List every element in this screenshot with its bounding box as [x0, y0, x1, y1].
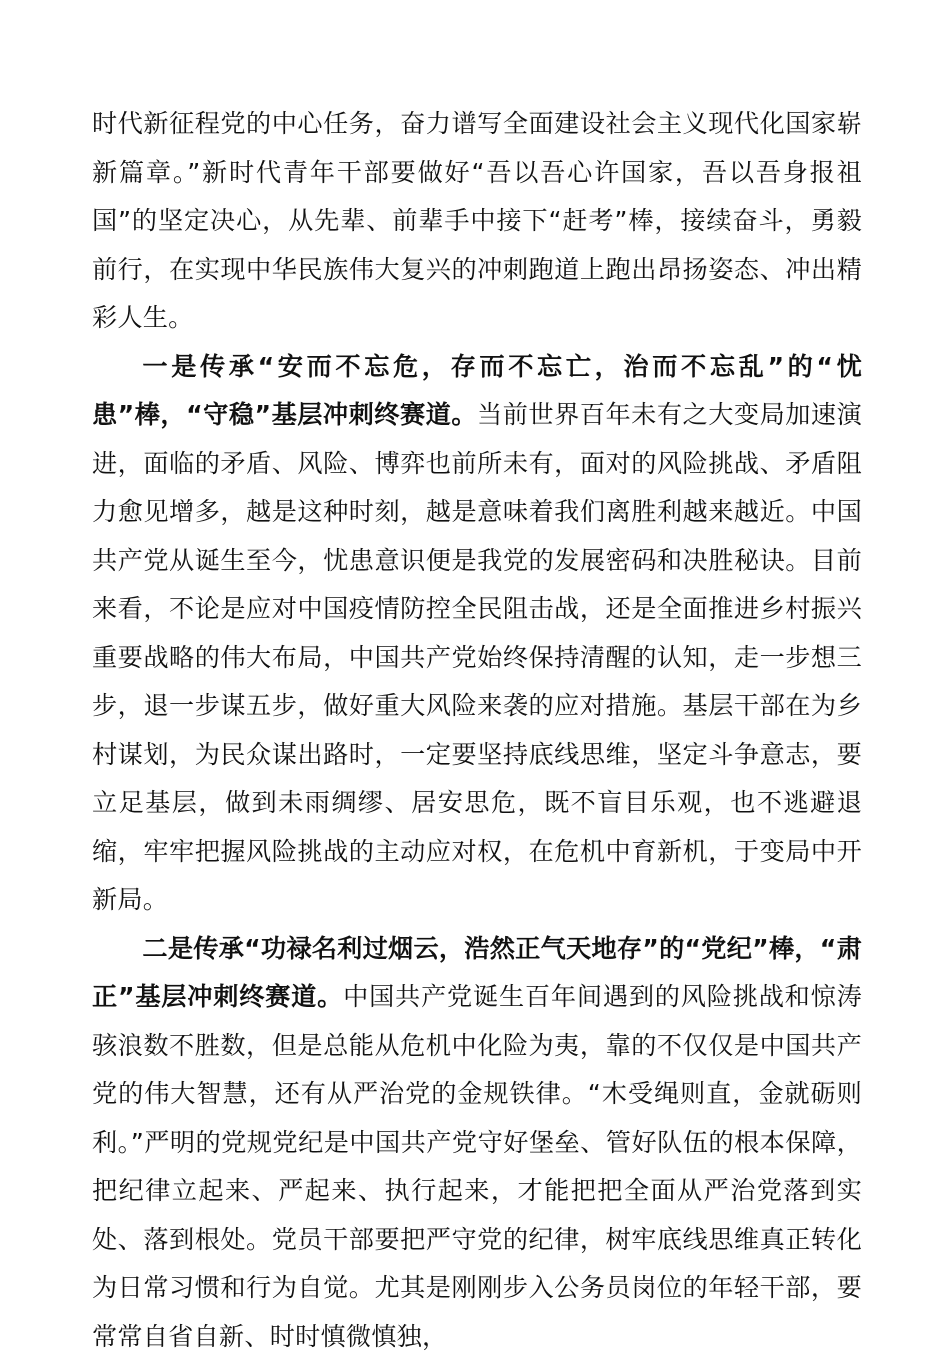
paragraph-point-two: [92, 925, 862, 1361]
document-page: [92, 100, 862, 1361]
paragraph-intro-text: 时代新征程党的中心任务，奋力谱写全面建设社会主义现代化国家崭新篇章。”新时代青年干部要做好“吾以吾心许国家，吾以吾身报祖国”的坚定决心，从先辈、前辈手中接下“赶考”棒，接续奋斗，勇毅前行，在实现中华民族伟大复兴的冲刺跑道上跑出昂扬姿态、冲出精彩人生。: [92, 109, 862, 332]
paragraph-intro: [92, 100, 862, 343]
paragraph-point-one: [92, 343, 862, 925]
point-one-heading: 一是传承“安而不忘危，存而不忘亡，治而不忘乱”的“忧患”棒，“守稳”基层冲刺终赛道。: [92, 352, 862, 430]
point-one-body: 当前世界百年未有之大变局加速演进，面临的矛盾、风险、博弈也前所未有，面对的风险挑战、矛盾阻力愈见增多，越是这种时刻，越是意味着我们离胜利越来越近。中国共产党从诞生至今，忧患意识便是我党的发展密码和决胜秘诀。目前来看，不论是应对中国疫情防控全民阻击战，还是全面推进乡村振兴重要战略的伟大布局，中国共产党始终保持清醒的认知，走一步想三步，退一步谋五步，做好重大风险来袭的应对措施。基层干部在为乡村谋划，为民众谋出路时，一定要坚持底线思维，坚定斗争意志，要立足基层，做到未雨绸缪、居安思危，既不盲目乐观，也不逃避退缩，牢牢把握风险挑战的主动应对权，在危机中育新机，于变局中开新局。: [92, 400, 862, 914]
point-two-heading: 二是传承“功禄名利过烟云，浩然正气天地存”的“党纪”棒，“肃正”基层冲刺终赛道。: [92, 934, 862, 1012]
point-two-body: 中国共产党诞生百年间遇到的风险挑战和惊涛骇浪数不胜数，但是总能从危机中化险为夷，靠的不仅仅是中国共产党的伟大智慧，还有从严治党的金规铁律。“木受绳则直，金就砺则利。”严明的党规党纪是中国共产党守好堡垒、管好队伍的根本保障，把纪律立起来、严起来、执行起来，才能把把全面从严治党落到实处、落到根处。党员干部要把严守党的纪律，树牢底线思维真正转化为日常习惯和行为自觉。尤其是刚刚步入公务员岗位的年轻干部，要常常自省自新、时时慎微慎独，: [92, 982, 862, 1351]
